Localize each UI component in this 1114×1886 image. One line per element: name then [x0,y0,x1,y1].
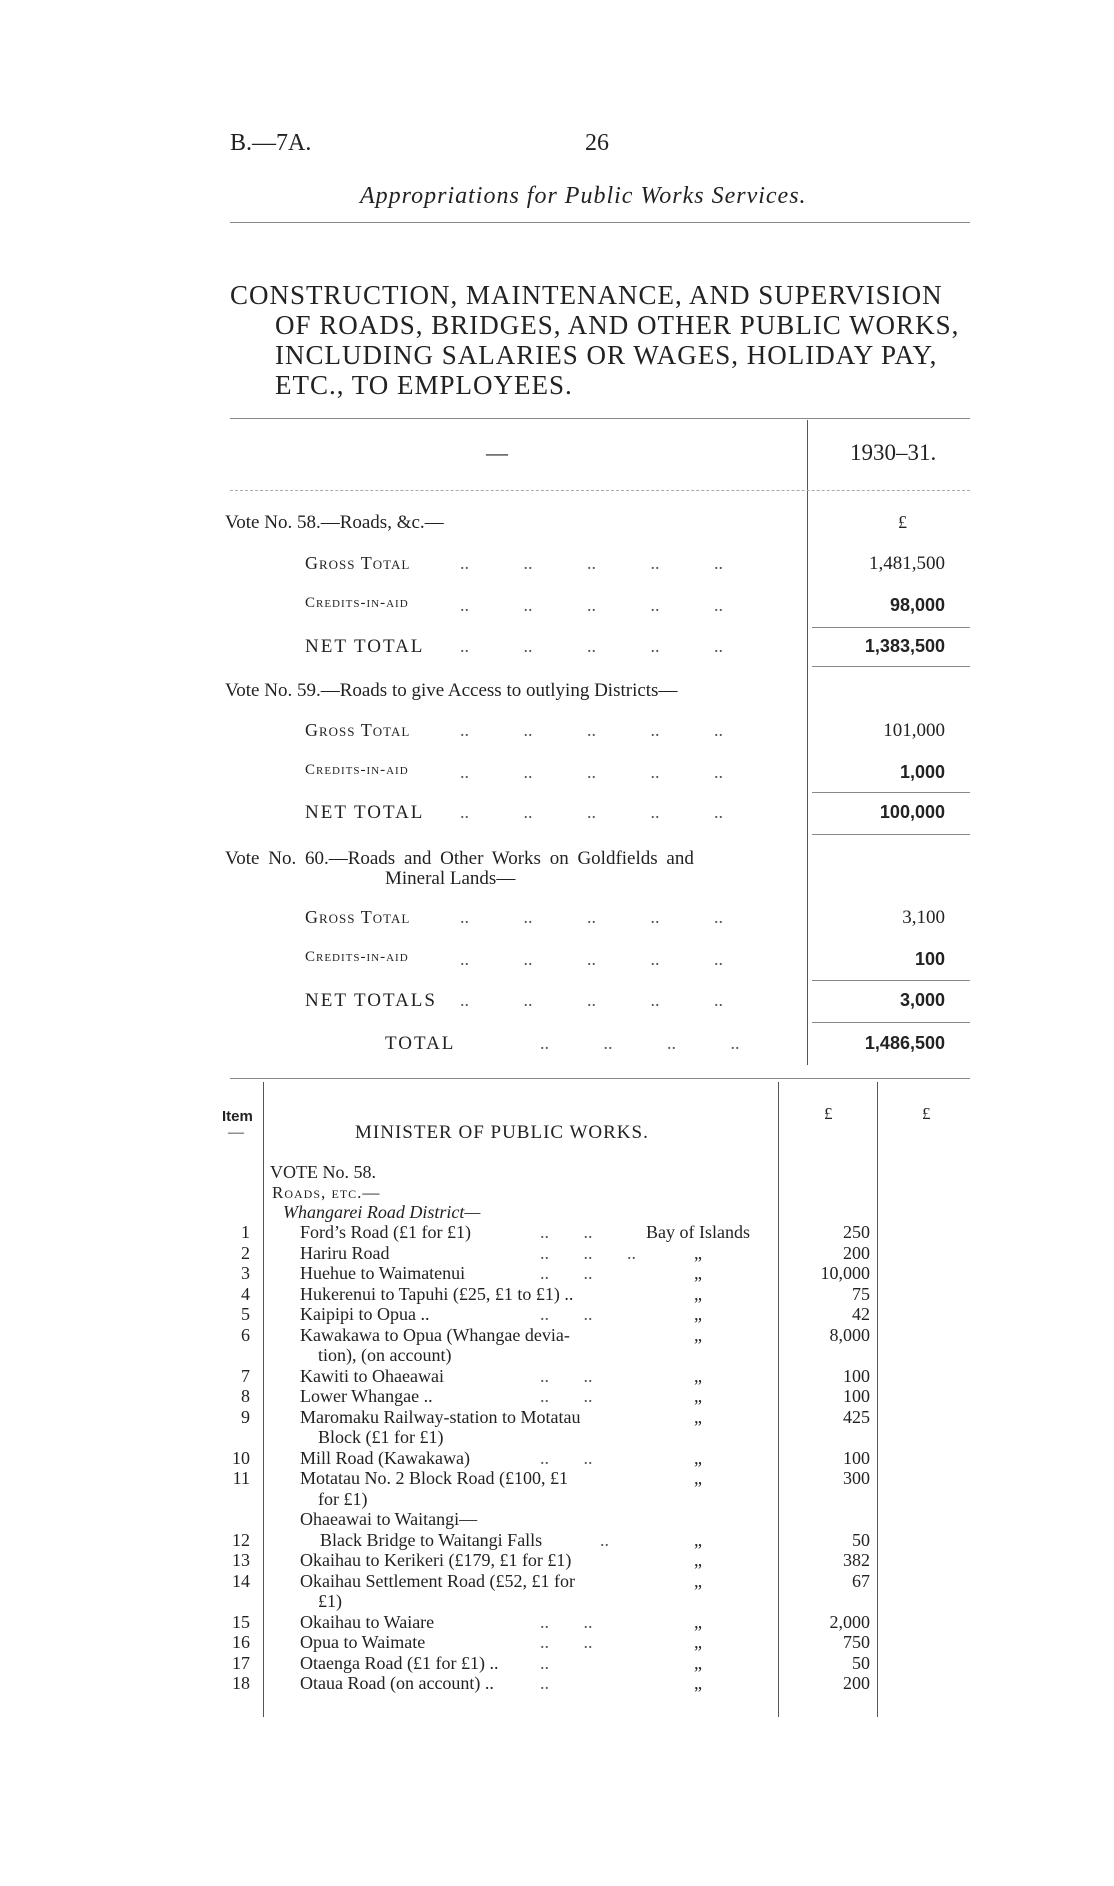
vote-58-net-rule [812,627,970,628]
item-description: Hukerenui to Tapuhi (£25, £1 to £1) .. [300,1283,574,1304]
item-description: Okaihau to Kerikeri (£179, £1 for £1) [300,1550,572,1570]
item-amount: 200 [843,1242,870,1263]
item-location: „ [694,1365,702,1386]
vote-58-credits-leader: .. .. .. .. .. [460,595,723,615]
item-leader: .. [540,1652,549,1673]
item-description: Ohaeawai to Waitangi— [300,1509,478,1529]
item-description: Hariru Road [300,1242,390,1263]
summary-col-year: 1930–31. [850,440,937,465]
item-amount: 100 [843,1447,870,1468]
vote-58-net-label: NET TOTAL [305,636,425,657]
item-amount: 300 [843,1468,870,1488]
item-leader: .. .. [540,1447,593,1468]
summary-header-rule [230,490,970,491]
item-leader: .. .. [540,1304,593,1324]
item-amount: 8,000 [829,1324,870,1345]
vote-59-credits: 1,000 [899,762,945,782]
vote-59-credits-label: Credits-in-aid [305,762,409,778]
minister-heading: MINISTER OF PUBLIC WORKS. [355,1122,649,1143]
vote-58-end-rule [812,666,970,667]
item-location: „ [694,1386,702,1406]
summary-column-rule [807,420,808,1065]
item-amount: 382 [843,1550,870,1570]
item-amount: 50 [852,1529,870,1550]
vote-60-credits-label: Credits-in-aid [305,949,409,965]
item-description: Otaenga Road (£1 for £1) .. [300,1652,499,1673]
item-leader: .. .. [540,1386,593,1406]
detail-currency-2: £ [922,1104,931,1123]
item-leader: .. [540,1673,549,1693]
vote-59-net-leader: .. .. .. .. .. [460,802,723,822]
item-description: Okaihau to Waiare [300,1611,435,1632]
vote-59-gross: 101,000 [883,720,945,741]
item-amount: 2,000 [829,1611,870,1632]
vote-60-net: 3,000 [899,990,945,1010]
item-description: Okaihau Settlement Road (£52, £1 for [300,1570,575,1591]
summary-bottom-rule [230,1078,970,1079]
vote-59-gross-leader: .. .. .. .. .. [460,720,723,740]
grand-total: 1,486,500 [864,1033,945,1053]
item-number: 16 [232,1632,250,1652]
item-description: Ford’s Road (£1 for £1) [300,1222,471,1242]
vote-59-net-label: NET TOTAL [305,802,425,823]
item-amount: 425 [843,1406,870,1427]
vote-59-title: Vote No. 59.—Roads to give Access to outlying Districts— [225,680,678,701]
vote-59-credits-leader: .. .. .. .. .. [460,762,723,782]
vote-60-gross-label: Gross Total [305,907,411,927]
item-leader: .. .. .. [540,1242,636,1263]
vote-59-end-rule [812,834,970,835]
item-location: „ [694,1406,702,1427]
vote-60-title-line-2: Mineral Lands— [385,868,516,889]
summary-currency: £ [898,512,907,532]
item-description: Kaipipi to Opua .. [300,1304,430,1324]
item-location: „ [694,1611,702,1632]
item-location: „ [694,1632,702,1652]
item-leader: .. [600,1529,609,1550]
item-description: Opua to Waimate [300,1632,426,1652]
item-description: Kawiti to Ohaeawai [300,1365,444,1386]
item-location: „ [694,1529,702,1550]
item-number: 3 [241,1263,250,1283]
item-location: „ [694,1324,702,1345]
page-subtitle: Appropriations for Public Works Services. [360,183,807,209]
amount-column-rule-2 [877,1082,878,1717]
vote-58-credits-label: Credits-in-aid [305,595,409,611]
item-description: Lower Whangae .. [300,1386,433,1406]
total-rule [812,1022,970,1023]
vote-58-net-leader: .. .. .. .. .. [460,636,723,656]
item-amount: 200 [843,1673,870,1693]
vote-60-net-rule [812,980,970,981]
item-number: 8 [241,1386,250,1406]
vote-59-net: 100,000 [879,802,945,822]
item-description: Maromaku Railway-station to Motatau [300,1406,581,1427]
item-description: Motatau No. 2 Block Road (£100, £1 [300,1468,568,1488]
item-location: „ [694,1468,702,1488]
vote-58-gross-leader: .. .. .. .. .. [460,553,723,573]
item-number: 17 [232,1652,250,1673]
section-heading [230,280,980,400]
item-location: „ [694,1263,702,1283]
item-number: 6 [241,1324,250,1345]
item-amount: 250 [843,1222,870,1242]
item-location: „ [694,1242,702,1263]
item-number: 10 [232,1447,250,1468]
item-leader: .. .. [540,1632,593,1652]
grand-total-label: TOTAL [385,1033,456,1054]
item-amount: 42 [852,1304,870,1324]
page-ref: B.—7A. [230,130,312,156]
vote-60-gross-leader: .. .. .. .. .. [460,907,723,927]
item-header-dash: — [228,1124,244,1141]
detail-roads: Roads, etc.— [272,1183,381,1202]
item-number: 7 [241,1365,250,1386]
item-description: Mill Road (Kawakawa) [300,1447,470,1468]
grand-total-leader: .. .. .. .. [540,1033,740,1053]
item-column-rule [263,1082,264,1717]
item-description: Huehue to Waimatenui [300,1263,466,1283]
item-amount: 75 [852,1283,870,1304]
vote-60-net-label: NET TOTALS [305,990,437,1011]
vote-60-title-line-1: Vote No. 60.—Roads and Other Works on Goldfields and [225,848,694,869]
item-description-cont: Block (£1 for £1) [318,1427,444,1447]
item-amount: 100 [843,1386,870,1406]
item-number: 15 [232,1611,250,1632]
item-number: 9 [241,1406,250,1427]
vote-59-gross-label: Gross Total [305,720,411,740]
item-number: 18 [232,1673,250,1693]
header-rule [230,222,970,223]
item-location: Bay of Islands [646,1222,750,1242]
page-number: 26 [585,130,609,156]
item-leader: .. .. [540,1222,593,1242]
detail-vote: VOTE No. 58. [270,1162,376,1182]
item-description: Kawakawa to Opua (Whangae devia- [300,1324,570,1345]
item-description: Otaua Road (on account) .. [300,1673,494,1693]
vote-59-net-rule [812,792,970,793]
item-location: „ [694,1673,702,1693]
item-location: „ [694,1652,702,1673]
heading-line-2: OF ROADS, BRIDGES, AND OTHER PUBLIC WORKS, [275,310,960,340]
item-location: „ [694,1447,702,1468]
item-location: „ [694,1570,702,1591]
item-amount: 10,000 [820,1263,870,1283]
heading-line-1: CONSTRUCTION, MAINTENANCE, AND SUPERVISION [230,280,943,310]
vote-58-gross: 1,481,500 [869,553,945,574]
vote-58-net: 1,383,500 [864,636,945,656]
item-number: 1 [241,1222,250,1242]
vote-60-net-leader: .. .. .. .. .. [460,990,723,1010]
item-location: „ [694,1550,702,1570]
item-number: 2 [241,1242,250,1263]
item-number: 5 [241,1304,250,1324]
item-leader: .. .. [540,1263,593,1283]
item-leader: .. .. [540,1365,593,1386]
item-description-cont: for £1) [318,1488,368,1509]
heading-line-4: ETC., TO EMPLOYEES. [275,370,573,400]
summary-col-dash: — [486,440,508,465]
vote-60-credits-leader: .. .. .. .. .. [460,949,723,969]
item-header: Item [222,1108,253,1125]
item-description: Black Bridge to Waitangi Falls [320,1529,543,1550]
item-number: 13 [232,1550,250,1570]
item-number: 12 [232,1529,250,1550]
item-number: 14 [232,1570,250,1591]
item-amount: 50 [852,1652,870,1673]
vote-58-credits: 98,000 [889,595,945,615]
vote-60-gross: 3,100 [902,907,945,928]
summary-top-rule [230,418,970,419]
vote-58-title: Vote No. 58.—Roads, &c.— [225,512,444,533]
item-location: „ [694,1283,702,1304]
item-amount: 750 [843,1632,870,1652]
item-location: „ [694,1304,702,1324]
detail-district: Whangarei Road District— [283,1202,481,1222]
item-leader: .. .. [540,1611,593,1632]
item-amount: 67 [852,1570,870,1591]
vote-60-credits: 100 [914,949,945,969]
item-description-cont: tion), (on account) [318,1345,452,1365]
detail-currency-1: £ [824,1104,833,1123]
item-number: 11 [232,1468,250,1488]
item-description-cont: £1) [318,1591,342,1611]
item-number: 4 [241,1283,250,1304]
vote-58-gross-label: Gross Total [305,553,411,573]
heading-line-3: INCLUDING SALARIES OR WAGES, HOLIDAY PAY, [275,340,938,370]
item-amount: 100 [843,1365,870,1386]
